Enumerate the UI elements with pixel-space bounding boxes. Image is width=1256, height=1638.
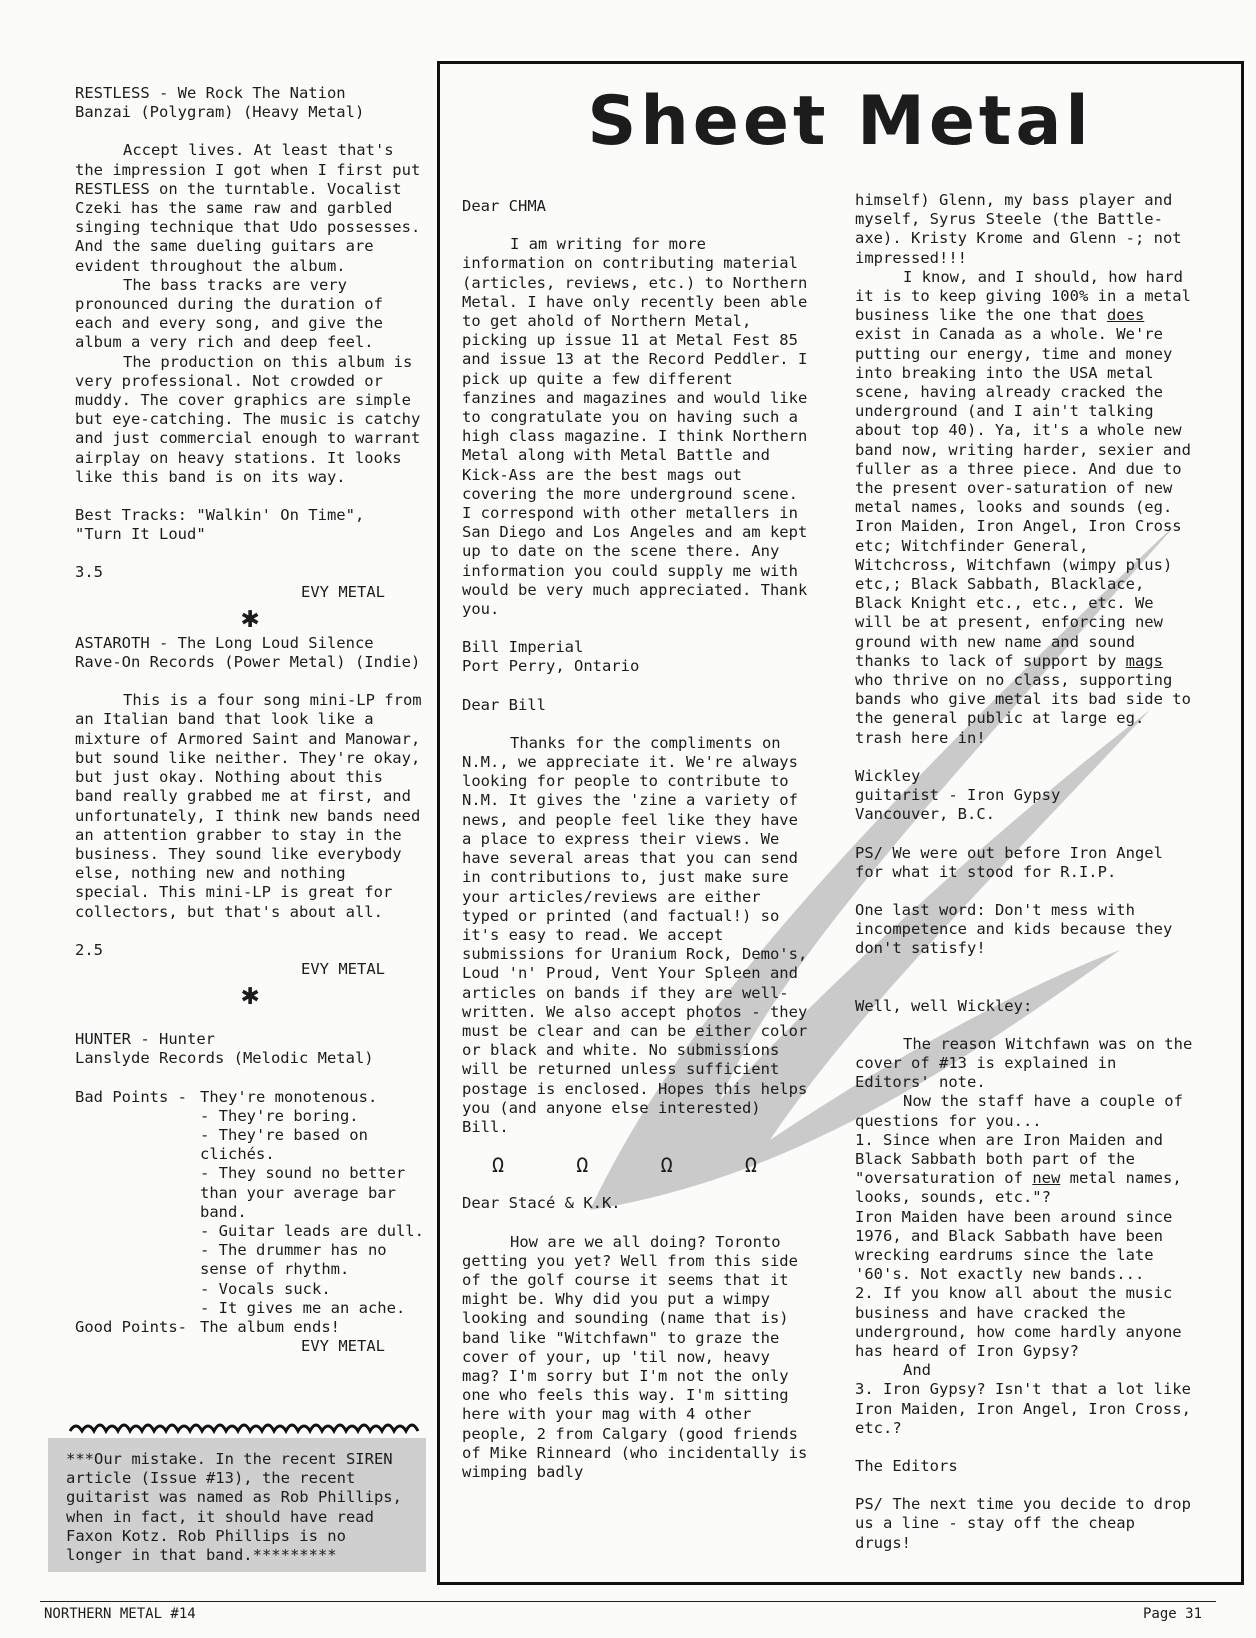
- underlined-word: does: [1106, 306, 1145, 325]
- editors-signature: The Editors: [855, 1456, 958, 1475]
- reply-question: 2. If you know all about the music business and have cracked the underground, how come hardly anyone has heard of Iron Gypsy?: [855, 1284, 1182, 1360]
- review-author: EVY METAL: [301, 959, 385, 978]
- postscript: PS/ We were out before Iron Angel for what it stood for R.I.P.: [855, 843, 1163, 881]
- bad-point: They're monotenous.: [200, 1087, 378, 1106]
- reply-answer: Iron Maiden have been around since 1976, and Black Sabbath have been wrecking eardrums since the late '60's. Not exactly new bands...: [855, 1207, 1173, 1284]
- asterisk-icon: ✱: [240, 977, 260, 1013]
- best-tracks: "Turn It Loud": [75, 525, 206, 544]
- bad-point: - They sound no better than your average bar band.: [200, 1164, 406, 1221]
- rating: 3.5: [75, 563, 103, 582]
- reply-text: metal names, looks, sounds, etc."?: [855, 1169, 1182, 1207]
- letter-body: I am writing for more information on contributing material (articles, reviews, etc.) to Northern Metal. I have only recently been able to get ahold of Northern Metal, picking up issue 11 at Metal Fest 85 and issue 13 at the Record Peddler. I pick up quite a few different fanzines and magazines and would like to congratulate you on having such a high class magazine. I think Northern Metal along with Metal Battle and Kick-Ass are the best mags out covering the more underground scene. I correspond with other metallers in San Diego and Los Angeles and am kept up to date on the scene there. Any information you could supply me with would be very much appreciated. Thank you.: [462, 235, 808, 619]
- errata-box: [48, 1438, 426, 1572]
- rating: 2.5: [75, 940, 103, 959]
- last-word: One last word: Don't mess with incompetence and kids because they don't satisfy!: [855, 900, 1173, 958]
- letter-salutation: Dear CHMA: [462, 197, 546, 215]
- review-paragraph: Accept lives. At least that's the impression I got when I first put RESTLESS on the turntable. Vocalist Czeki has the same raw and garbled singing technique that Udo possesses. And the same dueling guitars are evident throughout the album.: [75, 141, 421, 275]
- review-paragraph: This is a four song mini-LP from an Italian band that look like a mixture of Armored Saint and Manowar, but sound like neither. They're okay, but just okay. Nothing about this band really grabbed me at first, and unfortunately, I think new bands need an attention grabber to stay in the business. They sound like everybody else, nothing new and nothing special. This mini-LP is great for collectors, but that's about all.: [75, 691, 422, 921]
- bad-point: - Vocals suck.: [200, 1279, 331, 1298]
- reply-question: 3. Iron Gypsy? Isn't that a lot like Iron Maiden, Iron Angel, Iron Cross, etc.?: [855, 1380, 1191, 1437]
- bad-point: - The drummer has no sense of rhythm.: [200, 1241, 387, 1279]
- review-paragraph: The bass tracks are very pronounced during the duration of each and every song, and give the album a very rich and deep feel.: [75, 275, 383, 352]
- review-heading: HUNTER - Hunter: [75, 1030, 215, 1049]
- footer-page-number: Page 31: [1143, 1606, 1203, 1622]
- letter-body: himself) Glenn, my bass player and myself, Syrus Steele (the Battle-axe). Kristy Krome and Glenn -; not impressed!!!: [855, 191, 1182, 267]
- letter-text: I know, and I should, how hard it is to keep giving 100% in a metal business like the one that: [855, 267, 1191, 325]
- postscript: PS/ The next time you decide to drop us a line - stay off the cheap drugs!: [855, 1495, 1191, 1552]
- review-subheading: Rave-On Records (Power Metal) (Indie): [75, 653, 421, 672]
- letter-signature: Bill Imperial: [462, 638, 584, 657]
- letter-signature: Wickley: [855, 766, 921, 785]
- letter-body: [855, 268, 1200, 748]
- underlined-word: new: [1032, 1169, 1061, 1188]
- reply-body: The reason Witchfawn was on the cover of #13 is explained in Editors' note.: [855, 1034, 1193, 1092]
- bad-point: - It gives me an ache.: [200, 1298, 406, 1317]
- reply-body: Thanks for the compliments on N.M., we appreciate it. We're always looking for people to contribute to N.M. It gives the 'zine a variety of news, and people feel like they have a place to express their views. We have several areas that you can send in contributions to, just make sure your articles/reviews are either typed or printed (and factual!) so it's easy to read. We accept submissions for Uranium Rock, Demo's, Loud 'n' Proud, Vent Your Spleen and articles on bands if they are well-written. We also accept photos - they must be clear and can be either color or black and white. No submissions will be returned unless sufficient postage is enclosed. Hopes this helps you (and anyone else interested) Bill.: [462, 733, 808, 1136]
- bad-points-label: Bad Points -: [75, 1087, 187, 1106]
- review-heading: RESTLESS - We Rock The Nation: [75, 84, 346, 102]
- review-author: EVY METAL: [301, 582, 385, 601]
- review-subheading: Banzai (Polygram) (Heavy Metal): [75, 103, 365, 122]
- review-paragraph: The production on this album is very professional. Not crowded or muddy. The cover graphics are simple but eye-catching. The music is catchy and just commercial enough to warrant airplay on heavy stations. It looks like this band is on its way.: [75, 352, 421, 486]
- footer-rule: [40, 1601, 1216, 1602]
- letter-signature: Vancouver, B.C.: [855, 805, 995, 824]
- review-subheading: Lanslyde Records (Melodic Metal): [75, 1049, 374, 1068]
- bad-point: - They're boring.: [200, 1106, 359, 1125]
- letter-salutation: Dear Stacé & K.K.: [462, 1194, 621, 1213]
- letter-text: who thrive on no class, supporting bands who give metal its bad side to the general public at large eg. trash here in!: [855, 671, 1191, 747]
- review-heading: ASTAROTH - The Long Loud Silence: [75, 633, 374, 652]
- good-point: The album ends!: [200, 1317, 340, 1336]
- right-column: [855, 191, 1200, 1553]
- bad-points: [75, 1088, 425, 1318]
- good-points: [75, 1318, 425, 1337]
- reply-body: Now the staff have a couple of questions for you...: [855, 1092, 1183, 1130]
- letter-body: How are we all doing? Toronto getting you yet? Well from this side of the golf course it seems that it might be. Why did you put a wimpy looking and sounding (name that is) band like "Witchfawn" to graze the cover of your, up 'til now, heavy mag? I'm sorry but I'm not the only one who feels this way. I'm sitting here with your mag with 4 other people, 2 from Calgary (good friends of Mike Rinneard (who incidentally is wimping badly: [462, 1232, 808, 1481]
- bad-point: - They're based on clichés.: [200, 1125, 368, 1164]
- asterisk-icon: ✱: [240, 599, 260, 635]
- reply-text: 1. Since when are Iron Maiden and Black Sabbath both part of the "oversaturation of: [855, 1130, 1163, 1188]
- underlined-word: mags: [1125, 651, 1163, 670]
- middle-column: [462, 197, 812, 1482]
- left-column: [75, 84, 425, 1356]
- letter-signature: Port Perry, Ontario: [462, 657, 640, 676]
- review-author: EVY METAL: [301, 1337, 385, 1356]
- letter-text: exist in Canada as a whole. We're putting our energy, time and money into breaking into the USA metal scene, having already cracked the underground (and I ain't talking about top 40). Ya, it's a whole new band now, writing harder, sexier and fuller as a three piece. And due to the present over-saturation of new metal names, looks and sounds (eg. Iron Maiden, Iron Angel, Iron Cross etc; Witchfinder General, Witchcross, Witchfawn (wimpy plus) etc,; Black Sabbath, Blacklace, Black Knight etc., etc., etc. We will be at present, enforcing new ground with new name and sound thanks to lack of support by: [855, 325, 1191, 670]
- good-points-label: Good Points-: [75, 1317, 187, 1336]
- page-title: Sheet Metal: [587, 82, 1093, 161]
- bad-point: - Guitar leads are dull.: [200, 1221, 424, 1240]
- divider-icons: Ω Ω Ω Ω: [492, 1153, 757, 1178]
- errata-text: ***Our mistake. In the recent SIREN article (Issue #13), the recent guitarist was named as Rob Phillips, when in fact, it should have read Faxon Kotz. Rob Phillips is no longer in that band.*********: [66, 1450, 402, 1565]
- reply-text: And: [903, 1361, 931, 1380]
- reply-question: [855, 1131, 1200, 1208]
- best-tracks: Best Tracks: "Walkin' On Time",: [75, 506, 365, 525]
- letter-signature: guitarist - Iron Gypsy: [855, 786, 1061, 805]
- reply-salutation: Dear Bill: [462, 695, 546, 714]
- footer-publication: NORTHERN METAL #14: [44, 1606, 196, 1622]
- reply-salutation: Well, well Wickley:: [855, 996, 1033, 1015]
- squiggle-divider: [68, 1413, 423, 1437]
